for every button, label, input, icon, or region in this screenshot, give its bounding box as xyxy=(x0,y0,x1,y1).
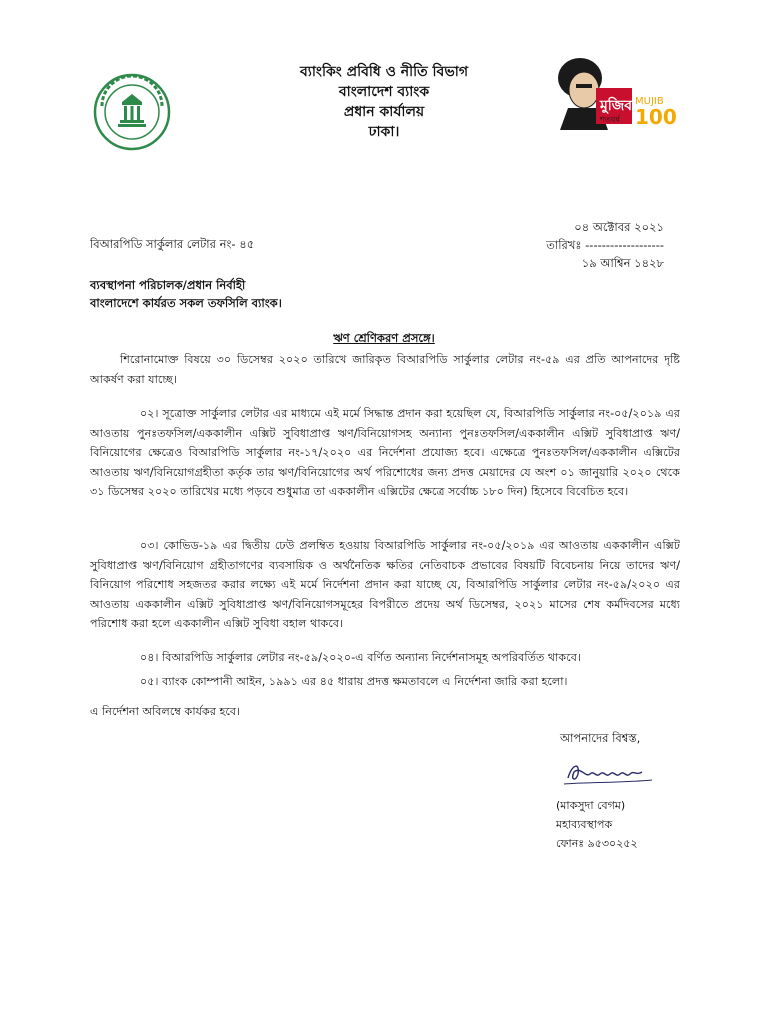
paragraph-4: ০৪। বিআরপিডি সার্কুলার লেটার নং-৫৯/২০২০-এ বর্ণিত অন্যান্য নির্দেশনাসমূহ অপরিবর্তিত থাকবে। xyxy=(140,651,581,664)
department-name: ব্যাংকিং প্রবিধি ও নীতি বিভাগ xyxy=(300,64,468,80)
closing-phrase: আপনাদের বিশ্বস্ত, xyxy=(560,731,641,745)
letterhead xyxy=(250,62,518,142)
date-gregorian: ০৪ অক্টোবর ২০২১ xyxy=(574,220,664,234)
paragraph-2: ০২। সূত্রোক্ত সার্কুলার লেটার এর মাধ্যমে এই মর্মে সিদ্ধান্ত প্রদান করা হয়েছিল যে, বিআরপিডি সার্কুলার নং-০৫/২০১৯ এর আওতায় পুনঃতফসিল/এককালীন এক্সিট সুবিধাপ্রাপ্ত ঋণ/বিনিয়োগসহ অন্যান্য পুনঃতফসিল/এককালীন এক্সিট সুবিধাপ্রাপ্ত ঋণ/বিনিয়োগের ক্ষেত্রেও বিআরপিডি সার্কুলার নং-১৭/২০২০ এর নির্দেশনা প্রযোজ্য হবে। এক্ষেত্রে পুনঃতফসিল/এককালীন এক্সিটের আওতায় ঋণ/বিনিয়োগগ্রহীতা কর্তৃক তার ঋণ/বিনিয়োগের অর্থ পরিশোধের জন্য প্রদত্ত মেয়াদের যে অংশ ০১ জানুয়ারি ২০২০ থেকে ৩১ ডিসেম্বর ২০২০ তারিখের মধ্যে পড়বে শুধুমাত্র তা এককালীন এক্সিটের ক্ষেত্রে সর্বোচ্চ ১৮০ দিন) হিসেবে বিবেচিত হবে। xyxy=(90,407,680,498)
signer-designation: মহাব্যবস্থাপক xyxy=(556,818,613,831)
date-label: তারিখঃ ------------------- xyxy=(546,238,664,252)
addressee-line-2: বাংলাদেশে কার্যরত সকল তফসিলি ব্যাংক। xyxy=(90,296,282,310)
subject-text: ঋণ শ্রেণিকরণ প্রসঙ্গে। xyxy=(333,331,435,345)
addressee-line-1: ব্যবস্থাপনা পরিচালক/প্রধান নির্বাহী xyxy=(90,278,246,292)
office-name: প্রধান কার্যালয় xyxy=(343,104,425,120)
circular-reference: বিআরপিডি সার্কুলার লেটার নং- ৪৫ xyxy=(90,237,255,251)
date-block xyxy=(546,218,664,272)
svg-text:শতবর্ষ: শতবর্ষ xyxy=(600,115,620,124)
bangladesh-bank-logo xyxy=(92,72,172,152)
paragraph-3: ০৩। কোভিড-১৯ এর দ্বিতীয় ঢেউ প্রলম্বিত হওয়ায় বিআরপিডি সার্কুলার নং-০৫/২০১৯ এর আওতায় এককালীন এক্সিট সুবিধাপ্রাপ্ত ঋণ/বিনিয়োগ গ্রহীতাগণের ব্যবসায়িক ও অর্থনৈতিক ক্ষতির নেতিবাচক প্রভাবের বিষয়টি বিবেচনায় নিয়ে তাদের ঋণ/বিনিয়োগ পরিশোধ সহজতর করার লক্ষ্যে এই মর্মে নির্দেশনা প্রদান করা যাচ্ছে যে, বিআরপিডি সার্কুলার লেটার নং-৫৯/২০২০ এর আওতায় এককালীন এক্সিট সুবিধাপ্রাপ্ত ঋণ/বিনিয়োগসমূহের বিপরীতে প্রদেয় অর্থ ডিসেম্বর, ২০২১ মাসের শেষ কর্মদিবসের মধ্যে পরিশোধ করা হলে এককালীন এক্সিট সুবিধা বহাল থাকবে। xyxy=(90,539,680,630)
paragraph-1: শিরোনামোক্ত বিষয়ে ৩০ ডিসেম্বর ২০২০ তারিখে জারিকৃত বিআরপিডি সার্কুলার লেটার নং-৫৯ এর প্রতি আপনাদের দৃষ্টি আকর্ষণ করা যাচ্ছে। xyxy=(90,353,680,386)
subject-line xyxy=(0,330,768,349)
addressee xyxy=(90,276,282,312)
bank-name: বাংলাদেশ ব্যাংক xyxy=(338,84,430,100)
signer-phone: ফোনঃ ৯৫৩০২৫২ xyxy=(556,837,638,850)
mujib-en-text: MUJIB xyxy=(635,96,664,107)
signature xyxy=(560,756,670,790)
svg-text:100: 100 xyxy=(635,105,677,129)
paragraph-5: ০৫। ব্যাংক কোম্পানী আইন, ১৯৯১ এর ৪৫ ধারায় প্রদত্ত ক্ষমতাবলে এ নির্দেশনা জারি করা হলো। xyxy=(140,675,568,688)
svg-text:মুজিব: মুজিব xyxy=(600,98,633,114)
city-name: ঢাকা। xyxy=(368,124,400,140)
date-bangla: ১৯ আশ্বিন ১৪২৮ xyxy=(581,256,664,270)
signer-name: (মাকসুদা বেগম) xyxy=(556,799,626,812)
mujib-100-logo xyxy=(540,48,680,130)
signer-block xyxy=(556,796,638,853)
paragraph-6: এ নির্দেশনা অবিলম্বে কার্যকর হবে। xyxy=(90,705,241,718)
